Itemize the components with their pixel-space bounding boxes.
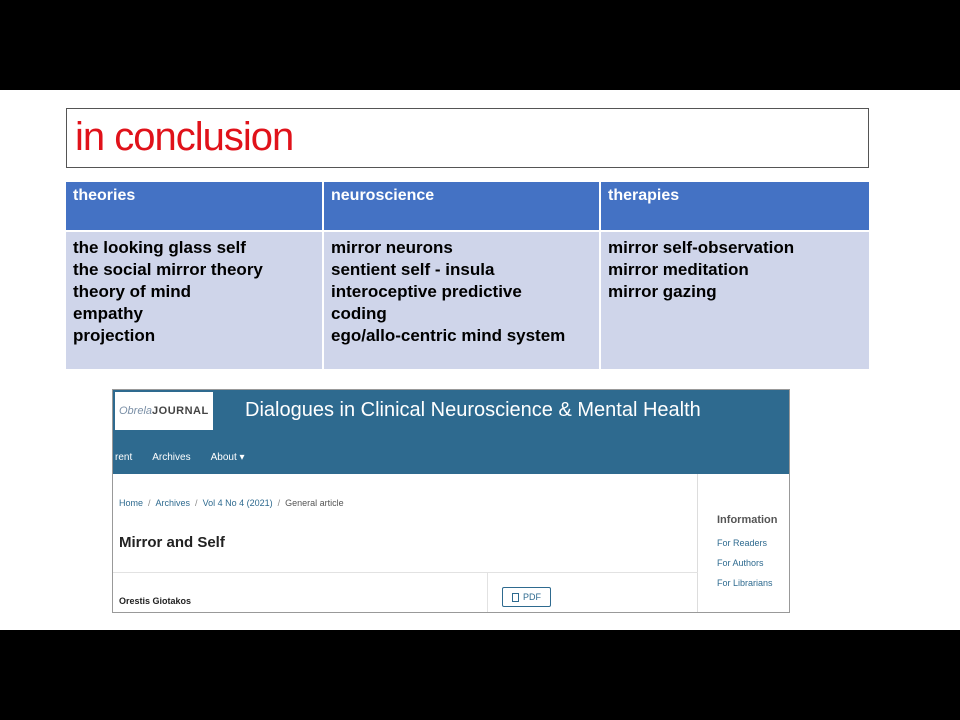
journal-sidebar — [699, 474, 790, 613]
sidebar-link-readers[interactable]: For Readers — [717, 538, 768, 548]
breadcrumb-issue[interactable]: Vol 4 No 4 (2021) — [202, 498, 273, 508]
journal-title: Dialogues in Clinical Neuroscience & Mental Health — [245, 399, 701, 421]
therapies-cell — [600, 231, 869, 369]
journal-logo[interactable] — [115, 392, 213, 430]
header-neuroscience: neuroscience — [323, 182, 600, 231]
list-item: coding — [331, 304, 387, 323]
journal-main — [113, 474, 698, 613]
sidebar-link-authors[interactable]: For Authors — [717, 558, 764, 568]
list-item: mirror gazing — [608, 282, 717, 301]
list-item: empathy — [73, 304, 143, 323]
list-item: projection — [73, 326, 156, 345]
pdf-label: PDF — [523, 592, 541, 602]
header-theories: theories — [66, 182, 323, 231]
sidebar-title: Information — [717, 514, 778, 526]
table-row — [66, 231, 869, 369]
breadcrumb-current: General article — [285, 498, 344, 508]
journal-header — [113, 390, 789, 474]
journal-screenshot — [112, 389, 790, 613]
list-item: the social mirror theory — [73, 260, 263, 279]
list-item: the looking glass self — [73, 238, 246, 257]
theories-cell — [66, 231, 323, 369]
file-icon — [512, 593, 519, 602]
breadcrumb-archives[interactable]: Archives — [155, 498, 191, 508]
divider — [113, 572, 698, 573]
slide-title: in conclusion — [75, 115, 294, 159]
list-item: mirror meditation — [608, 260, 749, 279]
breadcrumb-home[interactable]: Home — [119, 498, 144, 508]
nav-item-about[interactable]: About ▾ — [210, 452, 245, 463]
list-item: ego/allo-centric mind system — [331, 326, 566, 345]
list-item: sentient self - insula — [331, 260, 495, 279]
neuroscience-cell — [323, 231, 600, 369]
pdf-button[interactable] — [502, 587, 551, 607]
list-item: interoceptive predictive — [331, 282, 522, 301]
logo-obrela: Obrela — [119, 405, 153, 417]
slide — [0, 90, 960, 630]
list-item: mirror neurons — [331, 238, 453, 257]
author-name: Orestis Giotakos — [119, 596, 192, 606]
article-title: Mirror and Self — [119, 534, 225, 551]
nav-item-current[interactable]: rent — [115, 452, 133, 463]
sidebar-link-librarians[interactable]: For Librarians — [717, 578, 773, 588]
conclusion-table — [66, 182, 869, 369]
logo-journal: JOURNAL — [152, 405, 209, 417]
journal-nav — [113, 452, 245, 472]
table-header-row — [66, 182, 869, 231]
header-therapies: therapies — [600, 182, 869, 231]
nav-item-archives[interactable]: Archives — [152, 452, 191, 463]
title-box — [66, 108, 869, 168]
divider — [487, 572, 488, 613]
list-item: theory of mind — [73, 282, 192, 301]
list-item: mirror self-observation — [608, 238, 795, 257]
breadcrumb: Home / Archives / Vol 4 No 4 (2021) / General article — [119, 498, 344, 508]
